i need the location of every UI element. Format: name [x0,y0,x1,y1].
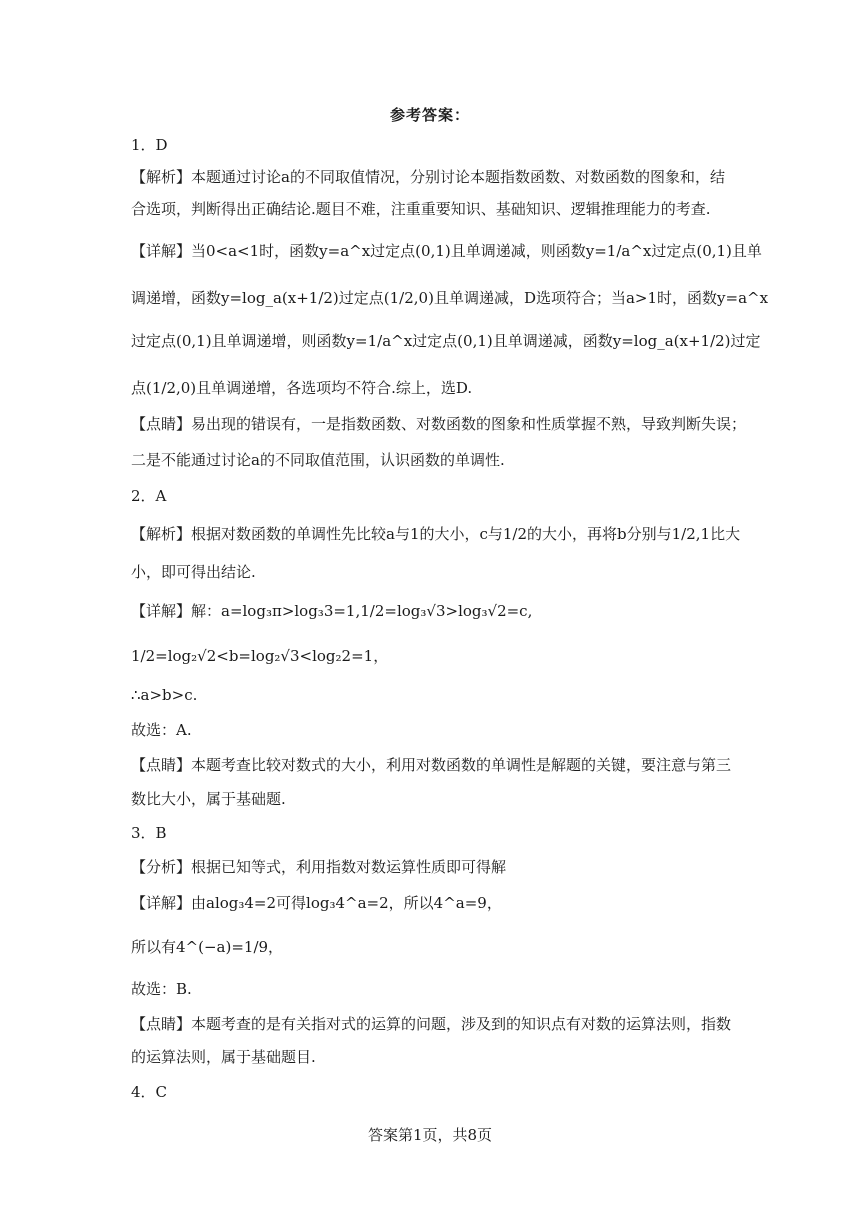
analysis-line: 小，即可得出结论. [131,563,256,581]
detail-line: 1/2=log₂√2<b=log₂√3<log₂2=1， [131,647,389,665]
comment-line: 【点睛】易出现的错误有，一是指数函数、对数函数的图象和性质掌握不熟，导致判断失误； [131,415,747,433]
question-number: 2．A [131,487,167,505]
comment-line: 二是不能通过讨论a的不同取值范围，认识函数的单调性. [131,451,505,469]
question-number: 1．D [131,136,168,154]
analysis-line: 【解析】根据对数函数的单调性先比较a与1的大小，c与1/2的大小，再将b分别与1/2,1比大 [131,525,741,543]
detail-line: 过定点(0,1)且单调递增，则函数y=1/a^x过定点(0,1)且单调递减，函数y=log_a(x+1/2)过定 [131,332,761,350]
page-footer: 答案第1页，共8页 [367,1126,493,1144]
detail-line: 点(1/2,0)且单调递增，各选项均不符合.综上，选D. [131,379,473,397]
detail-line: ∴a>b>c. [131,686,198,704]
analysis-line: 合选项，判断得出正确结论.题目不难，注重重要知识、基础知识、逻辑推理能力的考查. [131,200,711,218]
detail-line: 所以有4^(−a)=1/9， [131,938,284,956]
comment-line: 【点睛】本题考查的是有关指对式的运算的问题，涉及到的知识点有对数的运算法则，指数 [131,1015,732,1033]
detail-line: 调递增，函数y=log_a(x+1/2)过定点(1/2,0)且单调递减，D选项符合；当a>1时，函数y=a^x [131,289,769,307]
question-number: 4．C [131,1083,168,1101]
analysis-line: 【分析】根据已知等式，利用指数对数运算性质即可得解 [131,858,507,876]
page-title: 参考答案： [389,106,470,124]
answer-line: 故选：B. [131,980,192,998]
comment-line: 【点睛】本题考查比较对数式的大小，利用对数函数的单调性是解题的关键，要注意与第三 [131,756,732,774]
detail-line: 【详解】当0<a<1时，函数y=a^x过定点(0,1)且单调递减，则函数y=1/a^x过定点(0,1)且单 [131,242,762,260]
detail-line: 【详解】解：a=log₃π>log₃3=1,1/2=log₃√3>log₃√2=c, [131,602,533,620]
detail-line: 【详解】由alog₃4=2可得log₃4^a=2，所以4^a=9， [131,894,502,912]
answer-line: 故选：A. [131,721,192,739]
analysis-line: 【解析】本题通过讨论a的不同取值情况，分别讨论本题指数函数、对数函数的图象和，结 [131,168,725,186]
comment-line: 的运算法则，属于基础题目. [131,1048,316,1066]
comment-line: 数比大小，属于基础题. [131,790,286,808]
question-number: 3．B [131,824,167,842]
